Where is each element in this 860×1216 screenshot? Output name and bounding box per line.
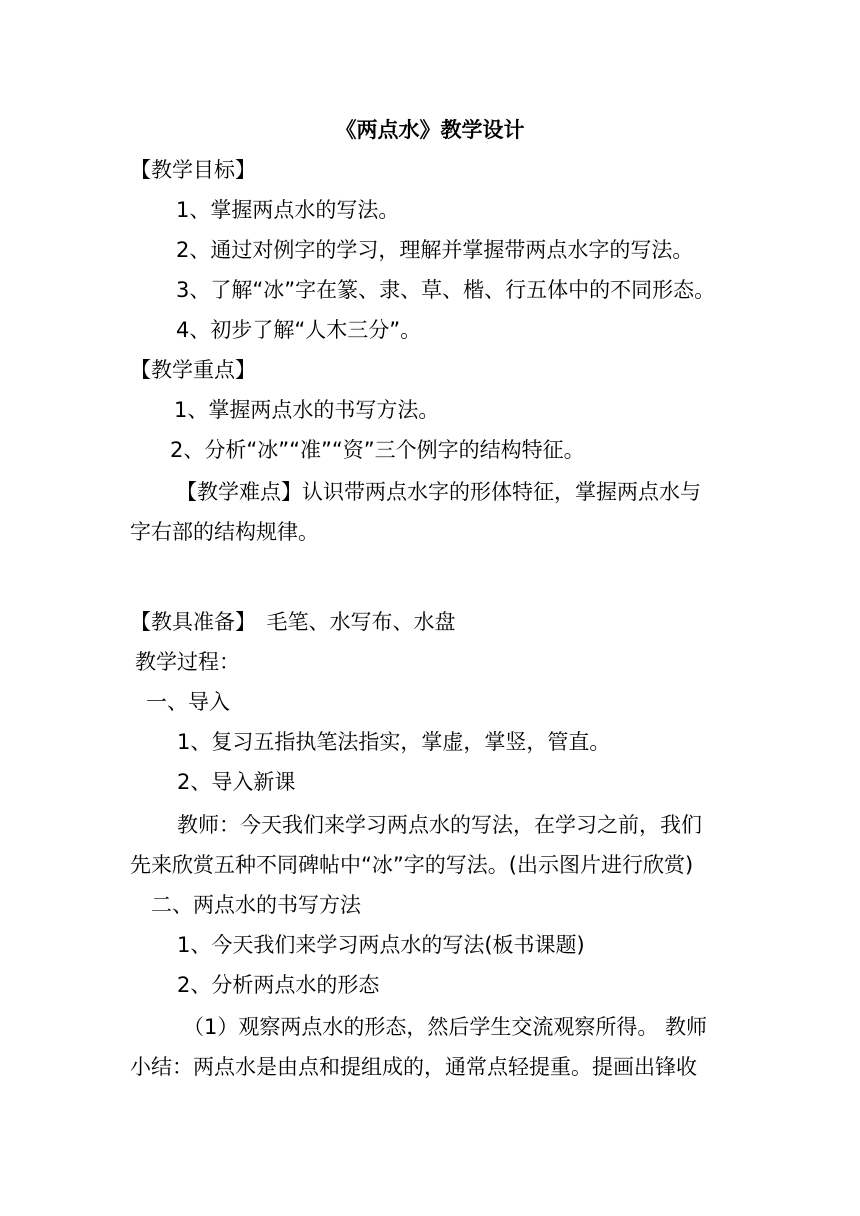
section-heading-writing-method: 二、两点水的书写方法 [151,893,361,917]
objective-item-1: 1、掌握两点水的写法。 [176,198,400,222]
teaching-tools: 【教具准备】 毛笔、水写布、水盘 [130,610,456,634]
objective-item-3: 3、了解“冰”字在篆、隶、草、楷、行五体中的不同形态。 [176,278,716,302]
teacher-paragraph-line-1: 教师：今天我们来学习两点水的写法，在学习之前，我们 [177,813,702,837]
difficulty-paragraph-line-2: 字右部的结构规律。 [130,520,319,544]
observation-paragraph-line-2: 小结：两点水是由点和提组成的，通常点轻提重。提画出锋收 [130,1055,697,1079]
writing-method-item-2: 2、分析两点水的形态 [177,973,380,997]
difficulty-paragraph-line-1: 【教学难点】认识带两点水字的形体特征，掌握两点水与 [176,480,701,504]
observation-paragraph-line-1: （1）观察两点水的形态，然后学生交流观察所得。 教师 [183,1015,708,1039]
introduction-item-2: 2、导入新课 [177,770,296,794]
key-point-item-2: 2、分析“冰”“准”“资”三个例字的结构特征。 [170,438,585,462]
writing-method-item-1: 1、今天我们来学习两点水的写法(板书课题) [177,933,585,957]
objective-item-2: 2、通过对例字的学习，理解并掌握带两点水字的写法。 [176,238,694,262]
key-point-item-1: 1、掌握两点水的书写方法。 [174,398,440,422]
section-heading-key-points: 【教学重点】 [130,358,256,382]
introduction-item-1: 1、复习五指执笔法指实，掌虚，掌竖，管直。 [177,730,611,754]
section-heading-introduction: 一、导入 [146,690,230,714]
objective-item-4: 4、初步了解“人木三分”。 [176,318,422,342]
document-title: 《两点水》教学设计 [335,118,525,142]
teaching-process-heading: 教学过程： [135,650,240,674]
section-heading-objectives: 【教学目标】 [130,158,256,182]
teacher-paragraph-line-2: 先来欣赏五种不同碑帖中“冰”字的写法。(出示图片进行欣赏) [130,853,694,877]
